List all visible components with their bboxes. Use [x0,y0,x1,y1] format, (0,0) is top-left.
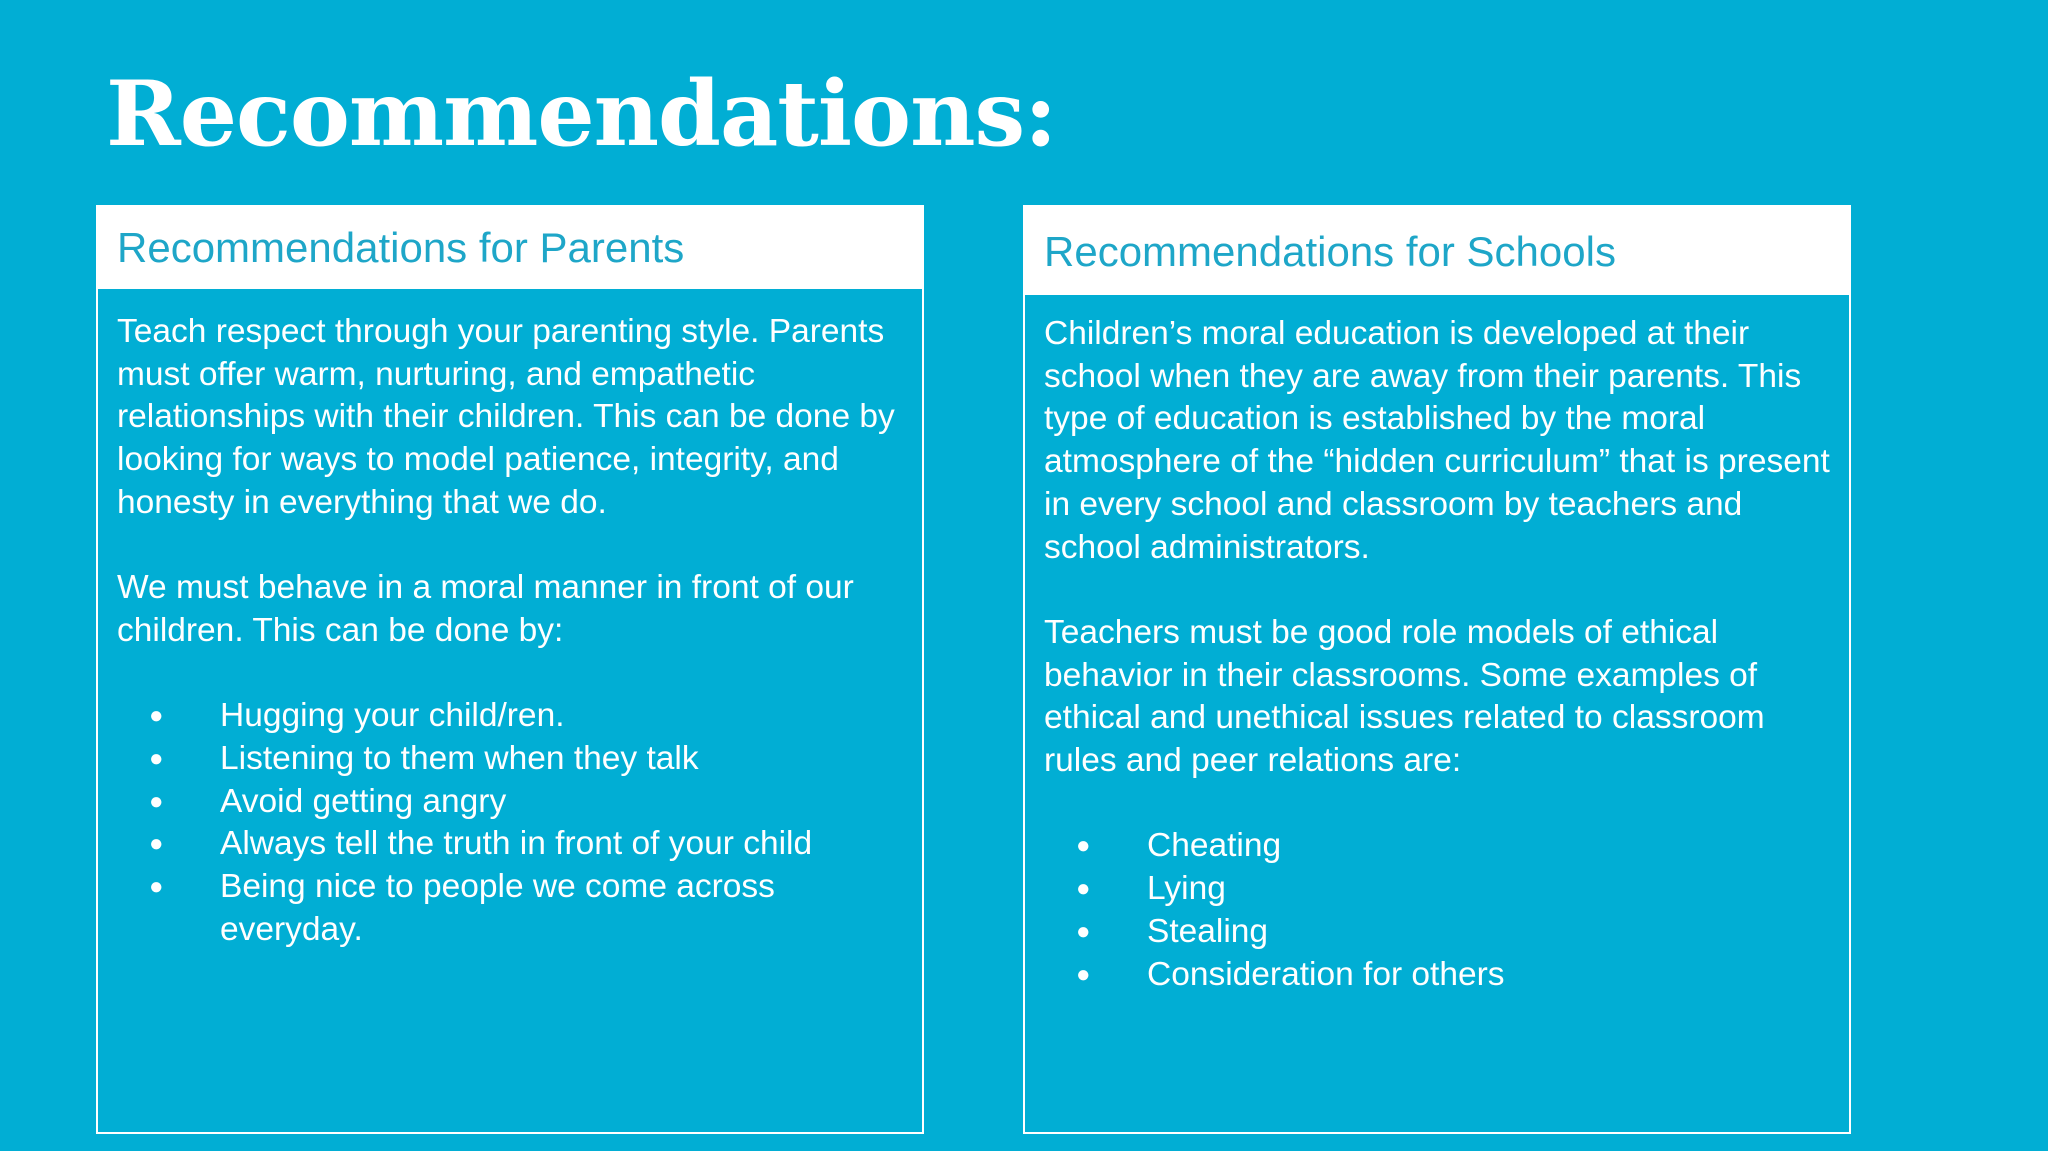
bullet-dot-icon: ● [1076,917,1091,945]
schools-panel-body [1025,295,1849,996]
list-item-text: Being nice to people we come across everyday. [220,868,775,948]
bullet-dot-icon: ● [149,745,164,772]
slide-title: Recommendations: [106,61,1057,167]
parents-paragraph: We must behave in a moral manner in front of our children. This can be done by: [117,569,854,649]
list-item-text: Stealing [1147,912,1269,950]
schools-paragraph: Teachers must be good role models of ethical behavior in their classrooms. Some examples of ethical and unethical issues related to classroom rules and peer relations are: [1044,613,1765,780]
parents-bullet-list [117,695,912,951]
bullet-dot-icon: ● [1076,875,1091,903]
list-item [117,781,912,824]
bullet-dot-icon: ● [149,830,164,858]
schools-paragraph: Children’s moral education is developed at their school when they are away from their parents. This type of education is established by the moral atmosphere of the “hidden curriculum” that is present in every school and classroom by teachers and school administrators. [1044,315,1830,566]
list-item [117,738,912,781]
parents-panel-body [98,289,922,952]
bullet-dot-icon: ● [149,787,164,815]
list-item [1044,825,1839,868]
list-item-text: Listening to them when they talk [220,740,699,777]
schools-bullet-list [1044,825,1839,996]
schools-panel [1023,205,1851,1134]
list-item [117,823,912,866]
parents-panel [96,205,924,1134]
schools-panel-heading: Recommendations for Schools [1025,207,1849,295]
list-item [1044,954,1839,997]
list-item [117,866,912,951]
bullet-dot-icon: ● [1076,960,1091,988]
bullet-dot-icon: ● [149,873,164,901]
list-item-text: Consideration for others [1147,955,1505,993]
bullet-dot-icon: ● [149,702,164,730]
parents-panel-heading: Recommendations for Parents [98,207,922,289]
parents-paragraph: Teach respect through your parenting style. Parents must offer warm, nurturing, and empathetic relationships with their children. This can be done by looking for ways to model patience, integrity, and honesty in everything that we do. [117,313,895,521]
bullet-dot-icon: ● [1076,832,1091,860]
list-item-text: Always tell the truth in front of your child [220,825,813,863]
list-item [1044,868,1839,911]
list-item [117,695,912,738]
list-item-text: Lying [1147,870,1226,908]
list-item-text: Hugging your child/ren. [220,697,565,735]
list-item-text: Avoid getting angry [220,782,507,820]
list-item-text: Cheating [1147,827,1282,865]
list-item [1044,911,1839,954]
